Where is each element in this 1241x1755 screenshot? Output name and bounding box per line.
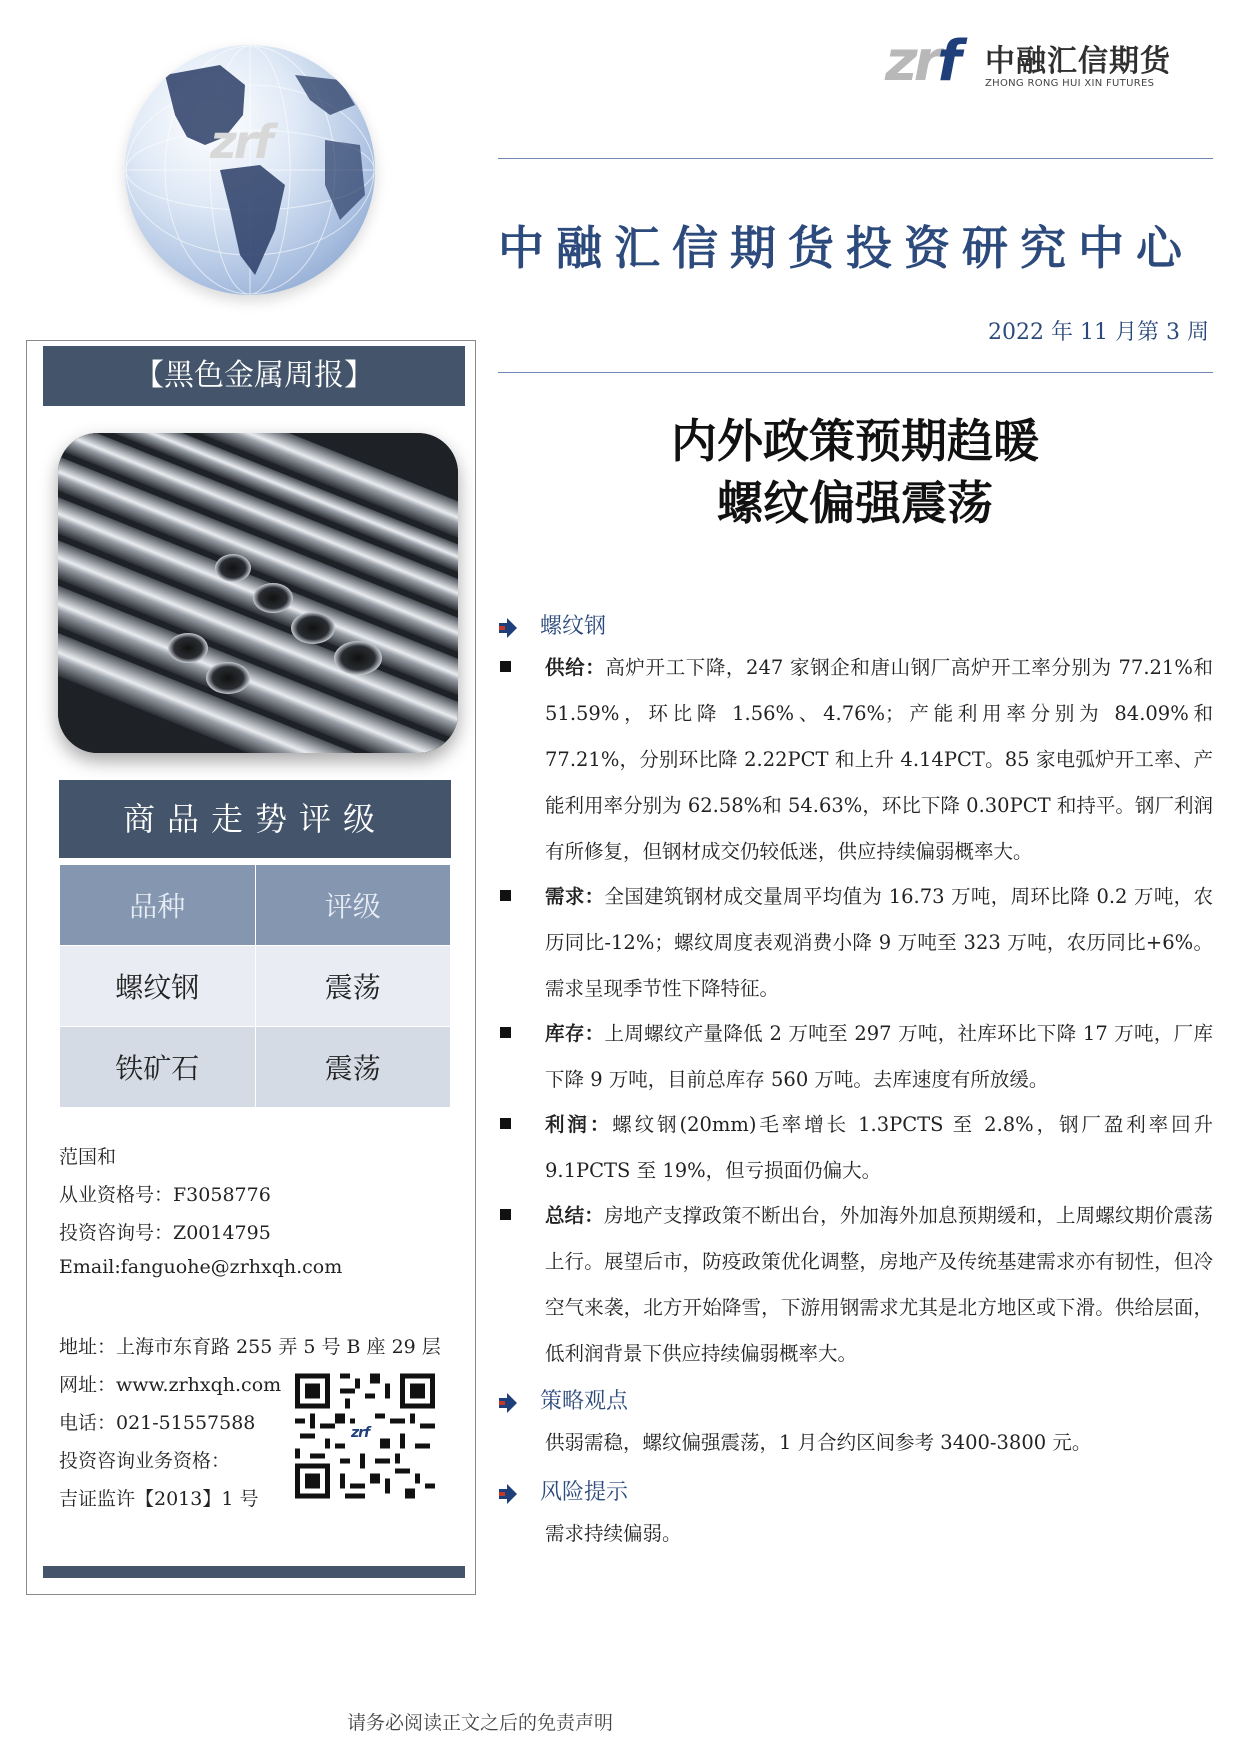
table-row (60, 1027, 451, 1108)
rating-table-header (60, 865, 451, 946)
qr-code (295, 1373, 435, 1499)
section-arrow-icon (497, 617, 519, 639)
company-phone: 电话：021-51557588 (59, 1412, 256, 1434)
supply-paragraph: 供给：高炉开工下降，247 家钢企和唐山钢厂高炉开工率分别为 77.21%和 51.59%，环比降 1.56%、4.76%；产能利用率分别为 84.09%和 77.21%，分别环比降 2.22PCT 和上升 4.14PCT。85 家电弧炉开工率、产能利用率分别为 62.58%和 54.63%，环比下降 0.30PCT 和持平。钢厂利润有所修复，但钢材成交仍较低迷，供应持续偏弱概率大。 (545, 656, 1214, 863)
rating-section-title: 商品走势评级 (59, 780, 451, 858)
report-type-banner: 【黑色金属周报】 (43, 346, 465, 406)
steel-pipes-image (58, 433, 458, 753)
globe-continents (125, 45, 375, 295)
table-row (60, 946, 451, 1027)
bullet-icon (500, 1118, 511, 1129)
variety-cell: 螺纹钢 (60, 946, 256, 1027)
globe-logo: zrf (210, 115, 271, 169)
analyst-qualification: 从业资格号：F3058776 (59, 1184, 271, 1206)
logo-chinese-name: 中融汇信期货 (985, 44, 1171, 79)
bullet-icon (500, 890, 511, 901)
rating-cell: 震荡 (255, 1027, 451, 1108)
license-label: 投资咨询业务资格： (59, 1450, 231, 1472)
company-address: 地址：上海市东育路 255 弄 5 号 B 座 29 层 (59, 1336, 441, 1358)
inventory-paragraph: 库存：上周螺纹产量降低 2 万吨至 297 万吨，社库环比下降 17 万吨，厂库下降 9 万吨，目前总库存 560 万吨。去库速度有所放缓。 (545, 1022, 1213, 1091)
bullet-icon (500, 1209, 511, 1220)
demand-paragraph: 需求：全国建筑钢材成交量周平均值为 16.73 万吨，周环比降 0.2 万吨，农历同比-12%；螺纹周度表观消费小降 9 万吨至 323 万吨，农历同比+6%。需求呈现季节性下降特征。 (545, 885, 1213, 1000)
header-divider-top (498, 158, 1213, 159)
logo-english-name: ZHONG RONG HUI XIN FUTURES (985, 78, 1155, 89)
bullet-icon (500, 661, 511, 672)
logo-mark: zrf (885, 29, 958, 94)
analyst-consult-number: 投资咨询号：Z0014795 (59, 1222, 271, 1244)
bullet-icon (500, 1027, 511, 1038)
research-center-title: 中融汇信期货投资研究中心 (498, 221, 1194, 275)
disclaimer-footer: 请务必阅读正文之后的免责声明 (346, 1712, 613, 1734)
left-panel-bottom-bar (43, 1566, 465, 1578)
report-week: 2022 年 11 月第 3 周 (988, 320, 1209, 345)
header-rating: 评级 (255, 865, 451, 946)
section-arrow-icon (497, 1483, 519, 1505)
steel-pipes-illustration (58, 433, 458, 753)
risk-paragraph: 需求持续偏弱。 (545, 1522, 682, 1545)
analyst-email[interactable]: Email:fanguohe@zrhxqh.com (59, 1256, 343, 1278)
section-arrow-icon (497, 1392, 519, 1414)
section-rebar-heading: 螺纹钢 (540, 614, 607, 639)
qr-logo: zrf (351, 1425, 370, 1441)
header-variety: 品种 (60, 865, 256, 946)
headline-line1: 内外政策预期趋暖 (671, 414, 1039, 468)
variety-cell: 铁矿石 (60, 1027, 256, 1108)
summary-paragraph: 总结：房地产支撑政策不断出台，外加海外加息预期缓和，上周螺纹期价震荡上行。展望后市，防疫政策优化调整，房地产及传统基建需求亦有韧性，但冷空气来袭，北方开始降雪，下游用钢需求尤其是北方地区或下滑。供给层面，低利润背景下供应持续偏弱概率大。 (545, 1204, 1213, 1365)
company-logo (885, 28, 1185, 98)
strategy-paragraph: 供弱需稳，螺纹偏强震荡，1 月合约区间参考 3400-3800 元。 (545, 1431, 1092, 1454)
profit-paragraph: 利润：螺纹钢(20mm)毛率增长 1.3PCTS 至 2.8%，钢厂盈利率回升 9.1PCTS 至 19%，但亏损面仍偏大。 (545, 1113, 1213, 1182)
report-headline (560, 410, 1150, 534)
rating-table (59, 864, 451, 1108)
company-website[interactable]: 网址：www.zrhxqh.com (59, 1374, 282, 1396)
header-divider-bottom (498, 372, 1213, 373)
rating-cell: 震荡 (255, 946, 451, 1027)
license-number: 吉证监许【2013】1 号 (59, 1488, 259, 1510)
section-strategy-heading: 策略观点 (540, 1389, 629, 1414)
globe-image (125, 45, 375, 295)
section-risk-heading: 风险提示 (540, 1480, 629, 1505)
headline-line2: 螺纹偏强震荡 (717, 476, 993, 530)
analyst-name: 范国和 (59, 1146, 117, 1168)
